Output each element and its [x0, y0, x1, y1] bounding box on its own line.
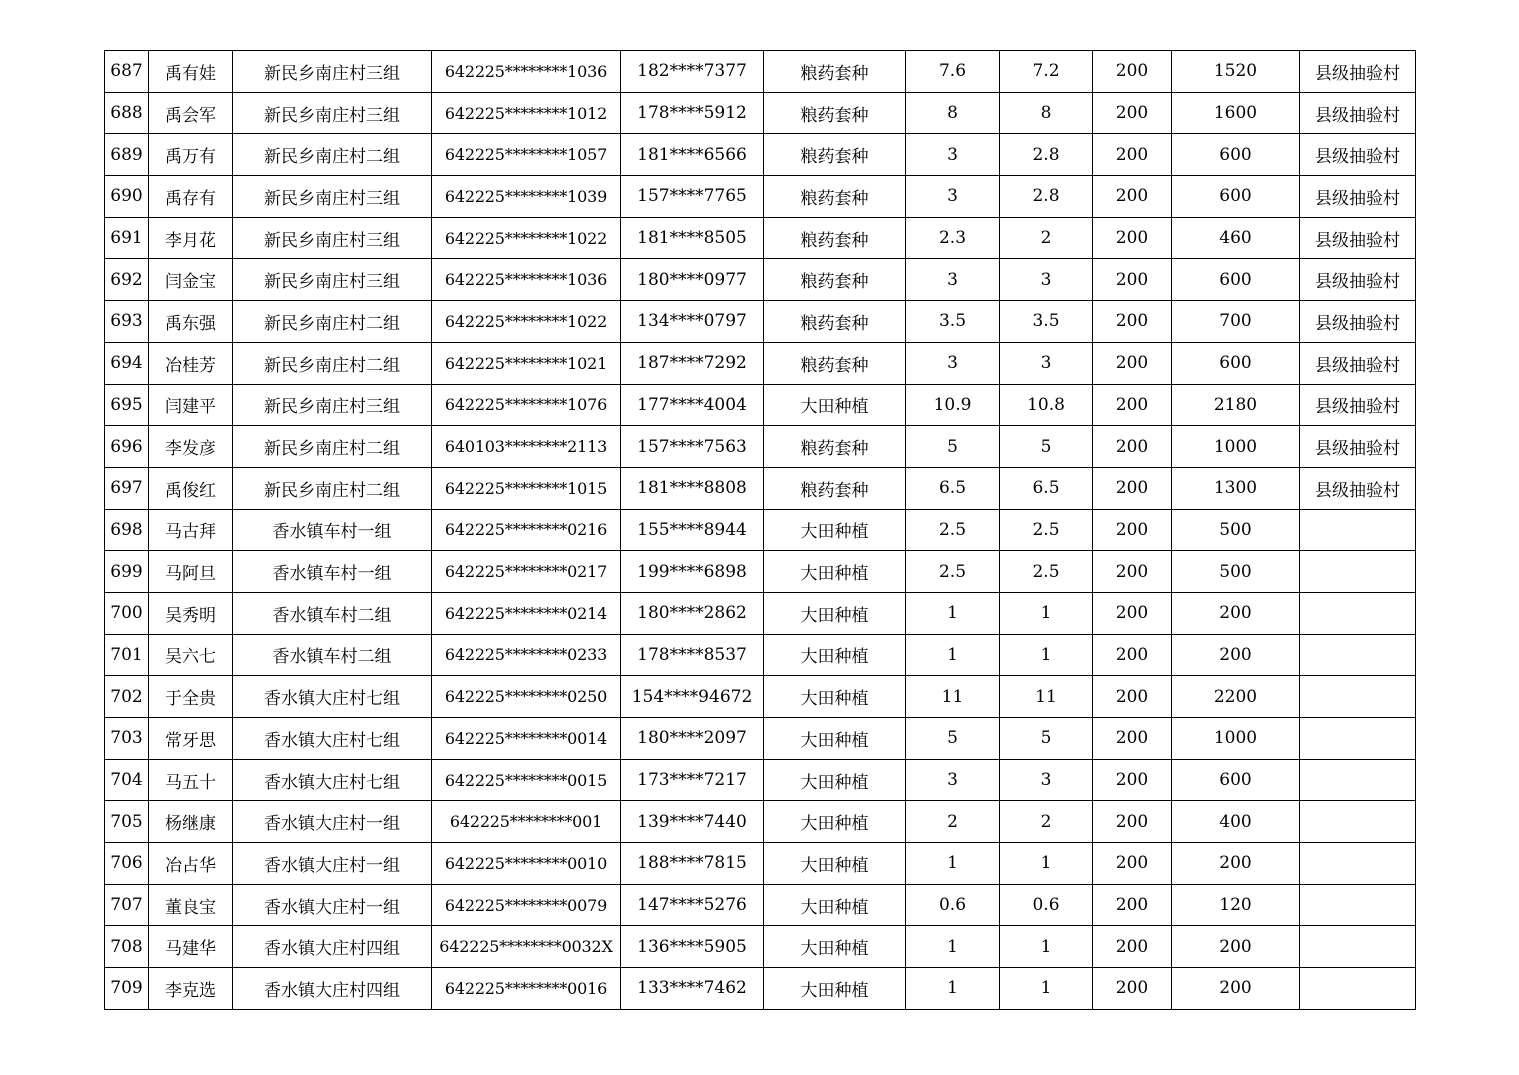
cell-note: 县级抽验村 [1300, 342, 1416, 384]
cell-address: 新民乡南庄村二组 [233, 134, 432, 176]
cell-subsidy-rate: 200 [1093, 467, 1172, 509]
cell-row-number: 694 [105, 342, 149, 384]
cell-subsidy-amount: 600 [1172, 176, 1300, 218]
cell-planting-type: 粮药套种 [764, 259, 906, 301]
cell-phone: 134****0797 [621, 301, 764, 343]
cell-address: 香水镇大庄村四组 [233, 968, 432, 1010]
cell-subsidy-rate: 200 [1093, 551, 1172, 593]
cell-note [1300, 676, 1416, 718]
cell-area-declared: 3 [906, 759, 1000, 801]
cell-name: 禹东强 [149, 301, 233, 343]
cell-subsidy-amount: 600 [1172, 134, 1300, 176]
table-row [105, 509, 1416, 551]
cell-area-verified: 8 [1000, 92, 1093, 134]
cell-subsidy-rate: 200 [1093, 426, 1172, 468]
cell-area-declared: 3 [906, 259, 1000, 301]
cell-row-number: 703 [105, 718, 149, 760]
table-row [105, 968, 1416, 1010]
cell-phone: 181****8505 [621, 217, 764, 259]
table-row [105, 134, 1416, 176]
cell-note: 县级抽验村 [1300, 51, 1416, 93]
cell-note: 县级抽验村 [1300, 176, 1416, 218]
cell-subsidy-rate: 200 [1093, 718, 1172, 760]
cell-planting-type: 大田种植 [764, 759, 906, 801]
table-row [105, 551, 1416, 593]
cell-address: 香水镇车村一组 [233, 509, 432, 551]
cell-id-number: 642225********0250 [432, 676, 621, 718]
cell-row-number: 695 [105, 384, 149, 426]
cell-subsidy-amount: 200 [1172, 592, 1300, 634]
cell-area-verified: 1 [1000, 592, 1093, 634]
cell-name: 李月花 [149, 217, 233, 259]
cell-subsidy-rate: 200 [1093, 509, 1172, 551]
cell-area-declared: 8 [906, 92, 1000, 134]
cell-name: 董良宝 [149, 884, 233, 926]
cell-name: 常牙思 [149, 718, 233, 760]
cell-area-verified: 2.5 [1000, 509, 1093, 551]
cell-area-verified: 5 [1000, 718, 1093, 760]
cell-note [1300, 759, 1416, 801]
cell-name: 吴六七 [149, 634, 233, 676]
cell-row-number: 691 [105, 217, 149, 259]
cell-area-verified: 1 [1000, 968, 1093, 1010]
cell-address: 新民乡南庄村三组 [233, 92, 432, 134]
cell-planting-type: 大田种植 [764, 551, 906, 593]
cell-address: 香水镇大庄村一组 [233, 884, 432, 926]
cell-note [1300, 968, 1416, 1010]
table-row [105, 217, 1416, 259]
cell-subsidy-rate: 200 [1093, 51, 1172, 93]
cell-planting-type: 大田种植 [764, 718, 906, 760]
cell-subsidy-amount: 1600 [1172, 92, 1300, 134]
cell-address: 香水镇大庄村七组 [233, 718, 432, 760]
cell-row-number: 689 [105, 134, 149, 176]
cell-address: 新民乡南庄村三组 [233, 259, 432, 301]
cell-name: 禹万有 [149, 134, 233, 176]
cell-name: 于全贵 [149, 676, 233, 718]
cell-name: 禹存有 [149, 176, 233, 218]
cell-phone: 173****7217 [621, 759, 764, 801]
table-row [105, 301, 1416, 343]
cell-area-declared: 3 [906, 134, 1000, 176]
cell-area-declared: 3.5 [906, 301, 1000, 343]
cell-planting-type: 大田种植 [764, 843, 906, 885]
cell-address: 香水镇车村二组 [233, 634, 432, 676]
cell-note: 县级抽验村 [1300, 217, 1416, 259]
cell-subsidy-amount: 500 [1172, 551, 1300, 593]
cell-phone: 180****2097 [621, 718, 764, 760]
table-row [105, 176, 1416, 218]
cell-subsidy-amount: 2180 [1172, 384, 1300, 426]
table-row [105, 51, 1416, 93]
cell-area-declared: 2.3 [906, 217, 1000, 259]
cell-subsidy-rate: 200 [1093, 926, 1172, 968]
cell-area-verified: 2 [1000, 217, 1093, 259]
cell-subsidy-rate: 200 [1093, 92, 1172, 134]
cell-planting-type: 粮药套种 [764, 176, 906, 218]
cell-id-number: 642225********0233 [432, 634, 621, 676]
cell-planting-type: 粮药套种 [764, 217, 906, 259]
cell-address: 新民乡南庄村三组 [233, 176, 432, 218]
cell-name: 禹有娃 [149, 51, 233, 93]
cell-id-number: 642225********1057 [432, 134, 621, 176]
cell-area-verified: 1 [1000, 926, 1093, 968]
cell-id-number: 642225********1021 [432, 342, 621, 384]
cell-phone: 155****8944 [621, 509, 764, 551]
cell-area-verified: 3 [1000, 259, 1093, 301]
cell-subsidy-amount: 1300 [1172, 467, 1300, 509]
cell-row-number: 705 [105, 801, 149, 843]
cell-row-number: 688 [105, 92, 149, 134]
cell-subsidy-rate: 200 [1093, 884, 1172, 926]
cell-area-declared: 2 [906, 801, 1000, 843]
cell-address: 新民乡南庄村二组 [233, 301, 432, 343]
cell-planting-type: 粮药套种 [764, 51, 906, 93]
cell-name: 李发彦 [149, 426, 233, 468]
cell-area-declared: 5 [906, 718, 1000, 760]
cell-subsidy-amount: 600 [1172, 759, 1300, 801]
cell-subsidy-rate: 200 [1093, 176, 1172, 218]
cell-subsidy-rate: 200 [1093, 217, 1172, 259]
cell-area-declared: 2.5 [906, 509, 1000, 551]
table-row [105, 926, 1416, 968]
cell-subsidy-amount: 1000 [1172, 718, 1300, 760]
cell-area-verified: 5 [1000, 426, 1093, 468]
cell-subsidy-rate: 200 [1093, 676, 1172, 718]
cell-planting-type: 大田种植 [764, 384, 906, 426]
cell-subsidy-rate: 200 [1093, 592, 1172, 634]
cell-area-verified: 2 [1000, 801, 1093, 843]
cell-note: 县级抽验村 [1300, 467, 1416, 509]
cell-note [1300, 884, 1416, 926]
table-row [105, 426, 1416, 468]
document-page [104, 50, 1416, 1010]
cell-planting-type: 粮药套种 [764, 301, 906, 343]
cell-id-number: 642225********0016 [432, 968, 621, 1010]
cell-row-number: 704 [105, 759, 149, 801]
cell-address: 香水镇大庄村七组 [233, 759, 432, 801]
cell-id-number: 642225********0015 [432, 759, 621, 801]
cell-name: 闫金宝 [149, 259, 233, 301]
table-row [105, 676, 1416, 718]
cell-subsidy-rate: 200 [1093, 259, 1172, 301]
cell-subsidy-amount: 1000 [1172, 426, 1300, 468]
cell-id-number: 642225********1036 [432, 259, 621, 301]
cell-planting-type: 大田种植 [764, 968, 906, 1010]
cell-row-number: 690 [105, 176, 149, 218]
cell-planting-type: 粮药套种 [764, 92, 906, 134]
cell-note [1300, 592, 1416, 634]
cell-subsidy-amount: 500 [1172, 509, 1300, 551]
table-row [105, 92, 1416, 134]
cell-row-number: 700 [105, 592, 149, 634]
cell-note [1300, 634, 1416, 676]
cell-id-number: 642225********1039 [432, 176, 621, 218]
cell-phone: 187****7292 [621, 342, 764, 384]
cell-area-verified: 3.5 [1000, 301, 1093, 343]
cell-name: 吴秀明 [149, 592, 233, 634]
cell-id-number: 642225********1012 [432, 92, 621, 134]
cell-phone: 154****94672 [621, 676, 764, 718]
cell-subsidy-amount: 600 [1172, 342, 1300, 384]
cell-phone: 178****8537 [621, 634, 764, 676]
cell-id-number: 642225********0010 [432, 843, 621, 885]
table-row [105, 718, 1416, 760]
cell-id-number: 642225********1036 [432, 51, 621, 93]
cell-area-verified: 11 [1000, 676, 1093, 718]
cell-area-declared: 10.9 [906, 384, 1000, 426]
cell-name: 冶占华 [149, 843, 233, 885]
cell-phone: 178****5912 [621, 92, 764, 134]
cell-subsidy-rate: 200 [1093, 384, 1172, 426]
cell-address: 新民乡南庄村三组 [233, 384, 432, 426]
cell-subsidy-amount: 200 [1172, 968, 1300, 1010]
table-row [105, 259, 1416, 301]
cell-subsidy-rate: 200 [1093, 342, 1172, 384]
cell-area-declared: 1 [906, 592, 1000, 634]
cell-id-number: 642225********1022 [432, 301, 621, 343]
cell-phone: 180****2862 [621, 592, 764, 634]
cell-subsidy-rate: 200 [1093, 134, 1172, 176]
cell-area-declared: 0.6 [906, 884, 1000, 926]
cell-phone: 199****6898 [621, 551, 764, 593]
cell-area-verified: 1 [1000, 634, 1093, 676]
table-row [105, 384, 1416, 426]
cell-phone: 157****7563 [621, 426, 764, 468]
table-row [105, 843, 1416, 885]
cell-name: 禹俊红 [149, 467, 233, 509]
cell-id-number: 642225********0032X [432, 926, 621, 968]
cell-address: 香水镇大庄村一组 [233, 801, 432, 843]
cell-note [1300, 551, 1416, 593]
cell-subsidy-amount: 200 [1172, 926, 1300, 968]
cell-planting-type: 大田种植 [764, 634, 906, 676]
cell-id-number: 642225********1015 [432, 467, 621, 509]
cell-id-number: 642225********001 [432, 801, 621, 843]
cell-area-verified: 2.8 [1000, 134, 1093, 176]
cell-row-number: 697 [105, 467, 149, 509]
cell-area-declared: 3 [906, 176, 1000, 218]
cell-id-number: 642225********0014 [432, 718, 621, 760]
cell-subsidy-amount: 700 [1172, 301, 1300, 343]
cell-id-number: 642225********1076 [432, 384, 621, 426]
cell-address: 香水镇大庄村一组 [233, 843, 432, 885]
cell-area-verified: 7.2 [1000, 51, 1093, 93]
cell-area-verified: 2.8 [1000, 176, 1093, 218]
table-row [105, 759, 1416, 801]
cell-row-number: 702 [105, 676, 149, 718]
cell-id-number: 642225********1022 [432, 217, 621, 259]
cell-note [1300, 718, 1416, 760]
cell-planting-type: 粮药套种 [764, 134, 906, 176]
cell-area-declared: 5 [906, 426, 1000, 468]
cell-name: 李克选 [149, 968, 233, 1010]
cell-row-number: 706 [105, 843, 149, 885]
cell-subsidy-amount: 400 [1172, 801, 1300, 843]
cell-subsidy-amount: 200 [1172, 843, 1300, 885]
cell-name: 禹会军 [149, 92, 233, 134]
cell-area-verified: 3 [1000, 342, 1093, 384]
cell-name: 马古拜 [149, 509, 233, 551]
cell-name: 闫建平 [149, 384, 233, 426]
cell-phone: 182****7377 [621, 51, 764, 93]
cell-note: 县级抽验村 [1300, 259, 1416, 301]
cell-subsidy-rate: 200 [1093, 301, 1172, 343]
cell-row-number: 699 [105, 551, 149, 593]
cell-planting-type: 大田种植 [764, 509, 906, 551]
cell-phone: 157****7765 [621, 176, 764, 218]
table-row [105, 884, 1416, 926]
cell-area-declared: 2.5 [906, 551, 1000, 593]
cell-row-number: 692 [105, 259, 149, 301]
cell-planting-type: 大田种植 [764, 926, 906, 968]
table-row [105, 342, 1416, 384]
cell-subsidy-rate: 200 [1093, 759, 1172, 801]
cell-area-declared: 1 [906, 926, 1000, 968]
cell-subsidy-rate: 200 [1093, 843, 1172, 885]
cell-planting-type: 粮药套种 [764, 426, 906, 468]
cell-address: 新民乡南庄村三组 [233, 51, 432, 93]
cell-subsidy-amount: 600 [1172, 259, 1300, 301]
cell-row-number: 708 [105, 926, 149, 968]
cell-area-declared: 1 [906, 634, 1000, 676]
table-row [105, 801, 1416, 843]
cell-planting-type: 大田种植 [764, 676, 906, 718]
cell-name: 马阿旦 [149, 551, 233, 593]
cell-area-declared: 11 [906, 676, 1000, 718]
cell-note: 县级抽验村 [1300, 92, 1416, 134]
cell-note: 县级抽验村 [1300, 384, 1416, 426]
table-row [105, 467, 1416, 509]
cell-area-declared: 3 [906, 342, 1000, 384]
cell-address: 香水镇车村二组 [233, 592, 432, 634]
cell-subsidy-rate: 200 [1093, 968, 1172, 1010]
cell-phone: 181****8808 [621, 467, 764, 509]
cell-area-verified: 10.8 [1000, 384, 1093, 426]
cell-subsidy-amount: 460 [1172, 217, 1300, 259]
cell-id-number: 642225********0214 [432, 592, 621, 634]
cell-row-number: 698 [105, 509, 149, 551]
cell-phone: 188****7815 [621, 843, 764, 885]
cell-area-declared: 7.6 [906, 51, 1000, 93]
cell-row-number: 701 [105, 634, 149, 676]
cell-name: 冶桂芳 [149, 342, 233, 384]
cell-id-number: 640103********2113 [432, 426, 621, 468]
table-row [105, 634, 1416, 676]
cell-id-number: 642225********0216 [432, 509, 621, 551]
cell-address: 新民乡南庄村三组 [233, 217, 432, 259]
cell-phone: 136****5905 [621, 926, 764, 968]
cell-area-declared: 6.5 [906, 467, 1000, 509]
cell-note [1300, 509, 1416, 551]
cell-address: 新民乡南庄村二组 [233, 426, 432, 468]
cell-note: 县级抽验村 [1300, 134, 1416, 176]
cell-note: 县级抽验村 [1300, 301, 1416, 343]
cell-address: 新民乡南庄村二组 [233, 467, 432, 509]
cell-area-verified: 0.6 [1000, 884, 1093, 926]
table-row [105, 592, 1416, 634]
cell-area-verified: 1 [1000, 843, 1093, 885]
cell-planting-type: 大田种植 [764, 592, 906, 634]
cell-area-verified: 2.5 [1000, 551, 1093, 593]
cell-phone: 181****6566 [621, 134, 764, 176]
cell-area-verified: 3 [1000, 759, 1093, 801]
cell-area-declared: 1 [906, 968, 1000, 1010]
cell-subsidy-amount: 2200 [1172, 676, 1300, 718]
cell-subsidy-amount: 1520 [1172, 51, 1300, 93]
cell-note [1300, 843, 1416, 885]
cell-id-number: 642225********0217 [432, 551, 621, 593]
cell-name: 马五十 [149, 759, 233, 801]
cell-phone: 139****7440 [621, 801, 764, 843]
cell-subsidy-rate: 200 [1093, 634, 1172, 676]
cell-row-number: 696 [105, 426, 149, 468]
cell-planting-type: 粮药套种 [764, 342, 906, 384]
cell-area-verified: 6.5 [1000, 467, 1093, 509]
cell-planting-type: 粮药套种 [764, 467, 906, 509]
cell-subsidy-amount: 120 [1172, 884, 1300, 926]
cell-row-number: 707 [105, 884, 149, 926]
cell-address: 新民乡南庄村二组 [233, 342, 432, 384]
cell-note [1300, 926, 1416, 968]
cell-phone: 133****7462 [621, 968, 764, 1010]
cell-subsidy-amount: 200 [1172, 634, 1300, 676]
cell-name: 杨继康 [149, 801, 233, 843]
cell-area-declared: 1 [906, 843, 1000, 885]
cell-address: 香水镇大庄村四组 [233, 926, 432, 968]
cell-row-number: 687 [105, 51, 149, 93]
cell-note [1300, 801, 1416, 843]
cell-address: 香水镇车村一组 [233, 551, 432, 593]
cell-subsidy-rate: 200 [1093, 801, 1172, 843]
cell-phone: 147****5276 [621, 884, 764, 926]
cell-address: 香水镇大庄村七组 [233, 676, 432, 718]
cell-phone: 180****0977 [621, 259, 764, 301]
cell-planting-type: 大田种植 [764, 801, 906, 843]
subsidy-table [104, 50, 1416, 1010]
cell-row-number: 709 [105, 968, 149, 1010]
cell-name: 马建华 [149, 926, 233, 968]
cell-planting-type: 大田种植 [764, 884, 906, 926]
cell-id-number: 642225********0079 [432, 884, 621, 926]
table-body [105, 51, 1416, 1010]
cell-phone: 177****4004 [621, 384, 764, 426]
cell-row-number: 693 [105, 301, 149, 343]
cell-note: 县级抽验村 [1300, 426, 1416, 468]
